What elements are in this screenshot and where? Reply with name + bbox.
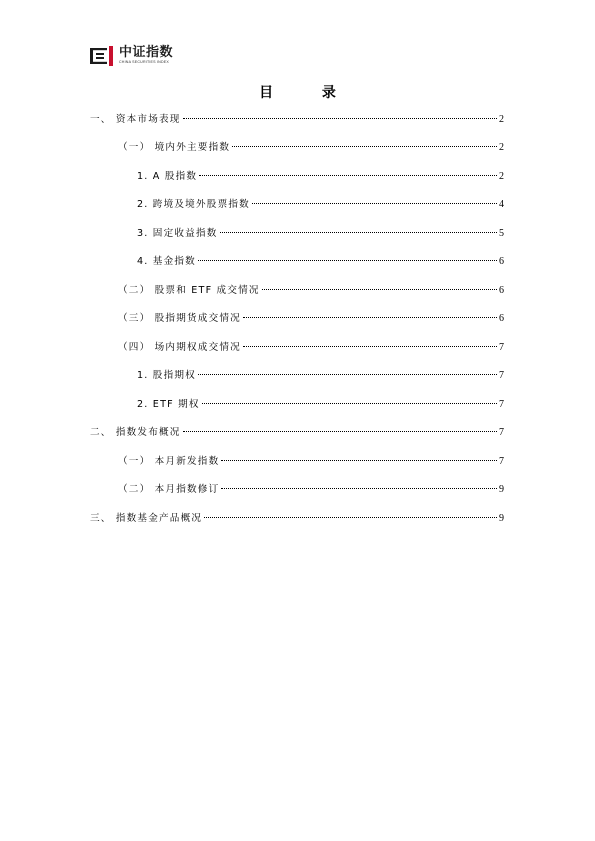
toc-leader-dots: [262, 289, 497, 290]
csi-logo-icon: [90, 46, 116, 66]
toc-entry-label: （一） 本月新发指数: [118, 456, 220, 467]
toc-page-number: 2: [499, 142, 504, 153]
toc-page-number: 9: [499, 513, 504, 524]
toc-page-number: 7: [499, 370, 504, 381]
toc-entry-label: （一） 境内外主要指数: [118, 142, 231, 153]
toc-page-number: 9: [499, 484, 504, 495]
toc-leader-dots: [199, 175, 497, 176]
toc-entry[interactable]: [118, 481, 504, 497]
toc-entry[interactable]: [137, 253, 504, 269]
toc-entry-label: （四） 场内期权成交情况: [118, 342, 241, 353]
logo-text-en: CHINA SECURITIES INDEX: [119, 60, 169, 64]
toc-leader-dots: [198, 260, 497, 261]
toc-entry[interactable]: [137, 168, 504, 184]
toc-page-number: 6: [499, 285, 504, 296]
toc-entry-label: 二、 指数发布概况: [90, 427, 181, 438]
toc-leader-dots: [252, 203, 497, 204]
toc-leader-dots: [183, 118, 497, 119]
toc-page-number: 6: [499, 313, 504, 324]
toc-entry[interactable]: [118, 453, 504, 469]
toc-leader-dots: [243, 346, 497, 347]
page-title: 目 录: [259, 85, 358, 101]
toc-entry-label: 2. 跨境及境外股票指数: [137, 199, 250, 210]
toc-leader-dots: [202, 403, 497, 404]
toc-page-number: 7: [499, 456, 504, 467]
toc-entry-label: （二） 股票和 ETF 成交情况: [118, 285, 260, 296]
toc-entry-label: 2. ETF 期权: [137, 399, 200, 410]
toc-page-number: 6: [499, 256, 504, 267]
toc-entry-label: 1. A 股指数: [137, 171, 198, 182]
toc-entry-label: 4. 基金指数: [137, 256, 196, 267]
toc-page-number: 7: [499, 399, 504, 410]
toc-leader-dots: [232, 146, 497, 147]
toc-entry-label: （三） 股指期货成交情况: [118, 313, 241, 324]
toc-entry[interactable]: [118, 282, 504, 298]
toc-entry[interactable]: [118, 139, 504, 155]
toc-entry-label: 三、 指数基金产品概况: [90, 513, 203, 524]
toc-entry-label: 3. 固定收益指数: [137, 228, 218, 239]
toc-entry[interactable]: [137, 196, 504, 212]
toc-leader-dots: [243, 317, 497, 318]
toc-entry[interactable]: [137, 396, 504, 412]
toc-page-number: 2: [499, 114, 504, 125]
toc-leader-dots: [204, 517, 497, 518]
toc-entry[interactable]: [137, 367, 504, 383]
toc-entry[interactable]: [90, 510, 504, 526]
toc-leader-dots: [220, 232, 497, 233]
toc-leader-dots: [183, 431, 497, 432]
toc-entry[interactable]: [90, 111, 504, 127]
toc-entry[interactable]: [90, 424, 504, 440]
toc-entry-label: 一、 资本市场表现: [90, 114, 181, 125]
toc-entry[interactable]: [137, 225, 504, 241]
toc-page-number: 5: [499, 228, 504, 239]
toc-page-number: 7: [499, 342, 504, 353]
toc-page-number: 2: [499, 171, 504, 182]
toc-page-number: 7: [499, 427, 504, 438]
toc-entry-label: 1. 股指期权: [137, 370, 196, 381]
toc-leader-dots: [198, 374, 497, 375]
toc-leader-dots: [221, 488, 497, 489]
logo-text-cn: 中证指数: [119, 45, 174, 60]
toc-leader-dots: [221, 460, 497, 461]
toc-entry-label: （二） 本月指数修订: [118, 484, 220, 495]
toc-entry[interactable]: [118, 310, 504, 326]
toc-page-number: 4: [499, 199, 504, 210]
company-logo: [90, 46, 173, 66]
toc-entry[interactable]: [118, 339, 504, 355]
